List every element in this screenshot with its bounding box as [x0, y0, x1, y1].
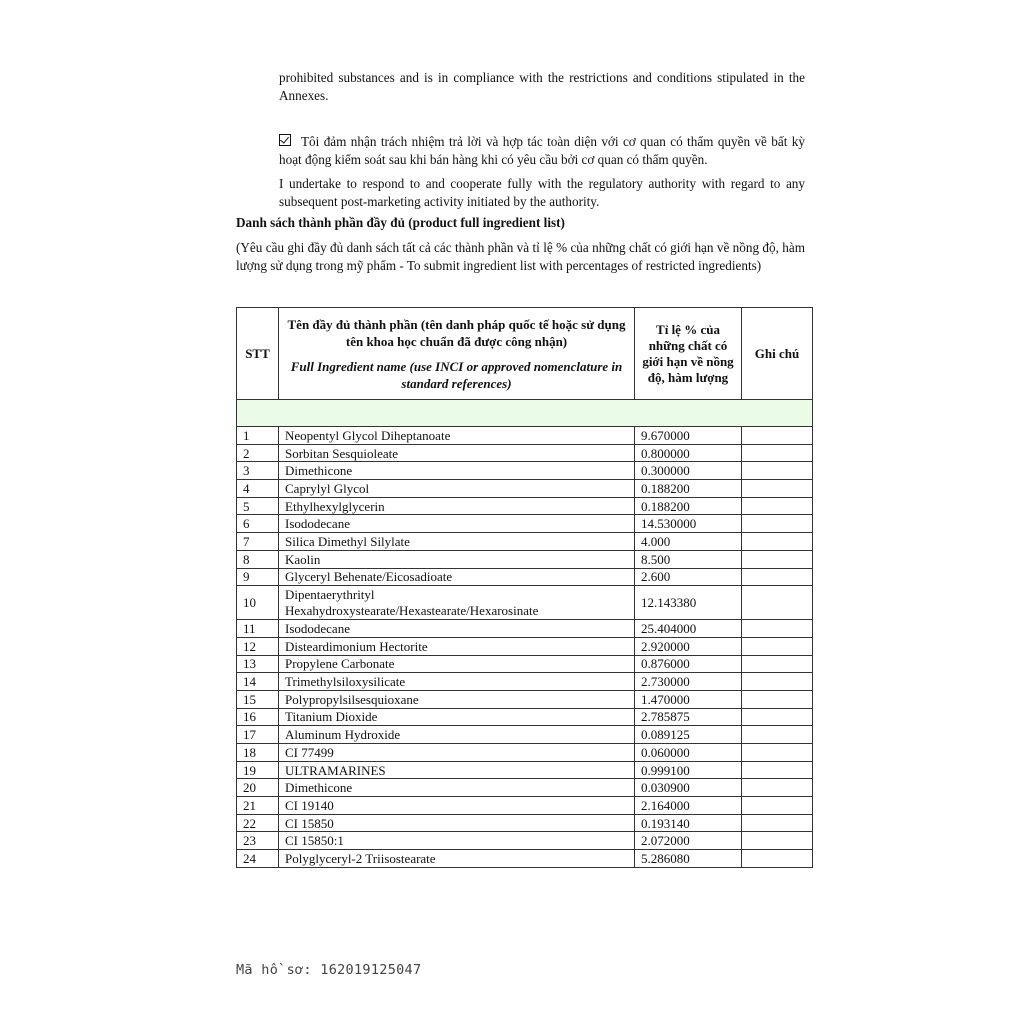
row-ingredient-name: CI 15850:1: [279, 832, 635, 850]
table-row: [237, 444, 813, 462]
undertaking-text-vi: Tôi đảm nhận trách nhiệm trả lời và hợp tác toàn diện với cơ quan có thẩm quyền về bất kỳ hoạt động kiểm soát sau khi bán hàng khi có yêu cầu bởi cơ quan có thẩm quyền.: [279, 134, 805, 167]
row-percentage: 0.999100: [635, 761, 742, 779]
row-ingredient-name: Neopentyl Glycol Diheptanoate: [279, 427, 635, 445]
row-note: [742, 744, 813, 762]
ingredient-table: [236, 307, 813, 868]
row-ingredient-name: ULTRAMARINES: [279, 761, 635, 779]
row-percentage: 2.730000: [635, 673, 742, 691]
table-row: [237, 533, 813, 551]
file-code: Mã hồ sơ: 162019125047: [236, 962, 422, 978]
row-note: [742, 515, 813, 533]
table-row: [237, 550, 813, 568]
table-row: [237, 744, 813, 762]
row-stt: 16: [237, 708, 279, 726]
undertaking-paragraph-vi: [279, 133, 805, 168]
row-stt: 21: [237, 797, 279, 815]
row-percentage: 0.089125: [635, 726, 742, 744]
row-stt: 12: [237, 637, 279, 655]
row-ingredient-name: Ethylhexylglycerin: [279, 497, 635, 515]
row-note: [742, 497, 813, 515]
table-row: [237, 620, 813, 638]
row-stt: 23: [237, 832, 279, 850]
row-stt: 15: [237, 690, 279, 708]
row-note: [742, 655, 813, 673]
row-ingredient-name: Kaolin: [279, 550, 635, 568]
row-ingredient-name: Isododecane: [279, 515, 635, 533]
row-percentage: 2.164000: [635, 797, 742, 815]
row-stt: 17: [237, 726, 279, 744]
row-percentage: 0.188200: [635, 497, 742, 515]
row-stt: 10: [237, 586, 279, 620]
table-row: [237, 814, 813, 832]
row-note: [742, 797, 813, 815]
row-percentage: 2.600: [635, 568, 742, 586]
row-ingredient-name: Dipentaerythrityl Hexahydroxystearate/Hexastearate/Hexarosinate: [279, 586, 635, 620]
row-note: [742, 586, 813, 620]
row-ingredient-name: Isododecane: [279, 620, 635, 638]
table-header-row: [237, 308, 813, 400]
row-percentage: 12.143380: [635, 586, 742, 620]
row-note: [742, 444, 813, 462]
row-note: [742, 850, 813, 868]
row-percentage: 0.188200: [635, 480, 742, 498]
table-row: [237, 515, 813, 533]
row-note: [742, 462, 813, 480]
row-ingredient-name: Polypropylsilsesquioxane: [279, 690, 635, 708]
row-stt: 11: [237, 620, 279, 638]
row-note: [742, 550, 813, 568]
row-note: [742, 620, 813, 638]
row-stt: 4: [237, 480, 279, 498]
row-percentage: 0.876000: [635, 655, 742, 673]
header-percentage: Tỉ lệ % của những chất có giới hạn về nồng độ, hàm lượng: [635, 308, 742, 400]
table-row: [237, 480, 813, 498]
row-note: [742, 708, 813, 726]
row-stt: 24: [237, 850, 279, 868]
row-ingredient-name: Dimethicone: [279, 462, 635, 480]
row-note: [742, 673, 813, 691]
row-ingredient-name: CI 15850: [279, 814, 635, 832]
row-percentage: 4.000: [635, 533, 742, 551]
header-name-en: Full Ingredient name (use INCI or approved nomenclature in standard references): [290, 358, 623, 391]
row-note: [742, 761, 813, 779]
highlight-row: [237, 400, 813, 427]
row-percentage: 5.286080: [635, 850, 742, 868]
row-stt: 14: [237, 673, 279, 691]
row-ingredient-name: Disteardimonium Hectorite: [279, 637, 635, 655]
row-stt: 7: [237, 533, 279, 551]
table-row: [237, 761, 813, 779]
row-stt: 18: [237, 744, 279, 762]
row-ingredient-name: Silica Dimethyl Silylate: [279, 533, 635, 551]
row-percentage: 14.530000: [635, 515, 742, 533]
row-percentage: 2.072000: [635, 832, 742, 850]
row-ingredient-name: Dimethicone: [279, 779, 635, 797]
row-percentage: 0.030900: [635, 779, 742, 797]
row-note: [742, 726, 813, 744]
table-row: [237, 832, 813, 850]
checked-box-icon: [279, 134, 291, 146]
row-stt: 1: [237, 427, 279, 445]
row-stt: 3: [237, 462, 279, 480]
row-stt: 8: [237, 550, 279, 568]
row-note: [742, 480, 813, 498]
table-row: [237, 586, 813, 620]
row-ingredient-name: Aluminum Hydroxide: [279, 726, 635, 744]
row-percentage: 0.193140: [635, 814, 742, 832]
row-ingredient-name: Titanium Dioxide: [279, 708, 635, 726]
row-ingredient-name: Sorbitan Sesquioleate: [279, 444, 635, 462]
table-row: [237, 427, 813, 445]
row-percentage: 25.404000: [635, 620, 742, 638]
row-percentage: 1.470000: [635, 690, 742, 708]
row-percentage: 0.300000: [635, 462, 742, 480]
table-row: [237, 462, 813, 480]
row-stt: 13: [237, 655, 279, 673]
table-row: [237, 726, 813, 744]
row-note: [742, 832, 813, 850]
table-row: [237, 708, 813, 726]
table-body: [237, 400, 813, 868]
table-row: [237, 637, 813, 655]
row-note: [742, 533, 813, 551]
row-stt: 2: [237, 444, 279, 462]
row-percentage: 9.670000: [635, 427, 742, 445]
header-ingredient-name: [279, 308, 635, 400]
row-stt: 19: [237, 761, 279, 779]
header-note: Ghi chú: [742, 308, 813, 400]
table-row: [237, 655, 813, 673]
row-note: [742, 637, 813, 655]
row-note: [742, 779, 813, 797]
row-note: [742, 690, 813, 708]
table-row: [237, 690, 813, 708]
row-stt: 6: [237, 515, 279, 533]
row-ingredient-name: Polyglyceryl-2 Triisostearate: [279, 850, 635, 868]
table-row: [237, 850, 813, 868]
row-percentage: 0.800000: [635, 444, 742, 462]
section-heading: Danh sách thành phần đầy đủ (product full ingredient list): [236, 215, 565, 230]
table-row: [237, 568, 813, 586]
table-row: [237, 497, 813, 515]
table-row: [237, 797, 813, 815]
row-ingredient-name: CI 77499: [279, 744, 635, 762]
row-stt: 5: [237, 497, 279, 515]
instructions-paragraph: (Yêu cầu ghi đầy đủ danh sách tất cả các thành phần và tỉ lệ % của những chất có giới hạn về nồng độ, hàm lượng sử dụng trong mỹ phẩm - To submit ingredient list with percentages of restricted ingredients): [236, 240, 805, 273]
row-percentage: 2.920000: [635, 637, 742, 655]
row-note: [742, 568, 813, 586]
table-row: [237, 673, 813, 691]
compliance-paragraph: prohibited substances and is in compliance with the restrictions and conditions stipulated in the Annexes.: [279, 70, 805, 103]
row-ingredient-name: Glyceryl Behenate/Eicosadioate: [279, 568, 635, 586]
row-percentage: 8.500: [635, 550, 742, 568]
row-ingredient-name: Trimethylsiloxysilicate: [279, 673, 635, 691]
row-stt: 9: [237, 568, 279, 586]
row-stt: 22: [237, 814, 279, 832]
row-note: [742, 427, 813, 445]
undertaking-paragraph-en: I undertake to respond to and cooperate fully with the regulatory authority with regard to any subsequent post-marketing activity initiated by the authority.: [279, 176, 805, 209]
row-ingredient-name: Caprylyl Glycol: [279, 480, 635, 498]
row-percentage: 2.785875: [635, 708, 742, 726]
table-row: [237, 779, 813, 797]
row-stt: 20: [237, 779, 279, 797]
row-percentage: 0.060000: [635, 744, 742, 762]
row-note: [742, 814, 813, 832]
row-ingredient-name: Propylene Carbonate: [279, 655, 635, 673]
row-ingredient-name: CI 19140: [279, 797, 635, 815]
header-name-vi: Tên đầy đủ thành phần (tên danh pháp quốc tế hoặc sử dụng tên khoa học chuẩn đã được công nhận): [287, 316, 626, 349]
header-stt: STT: [237, 308, 279, 400]
